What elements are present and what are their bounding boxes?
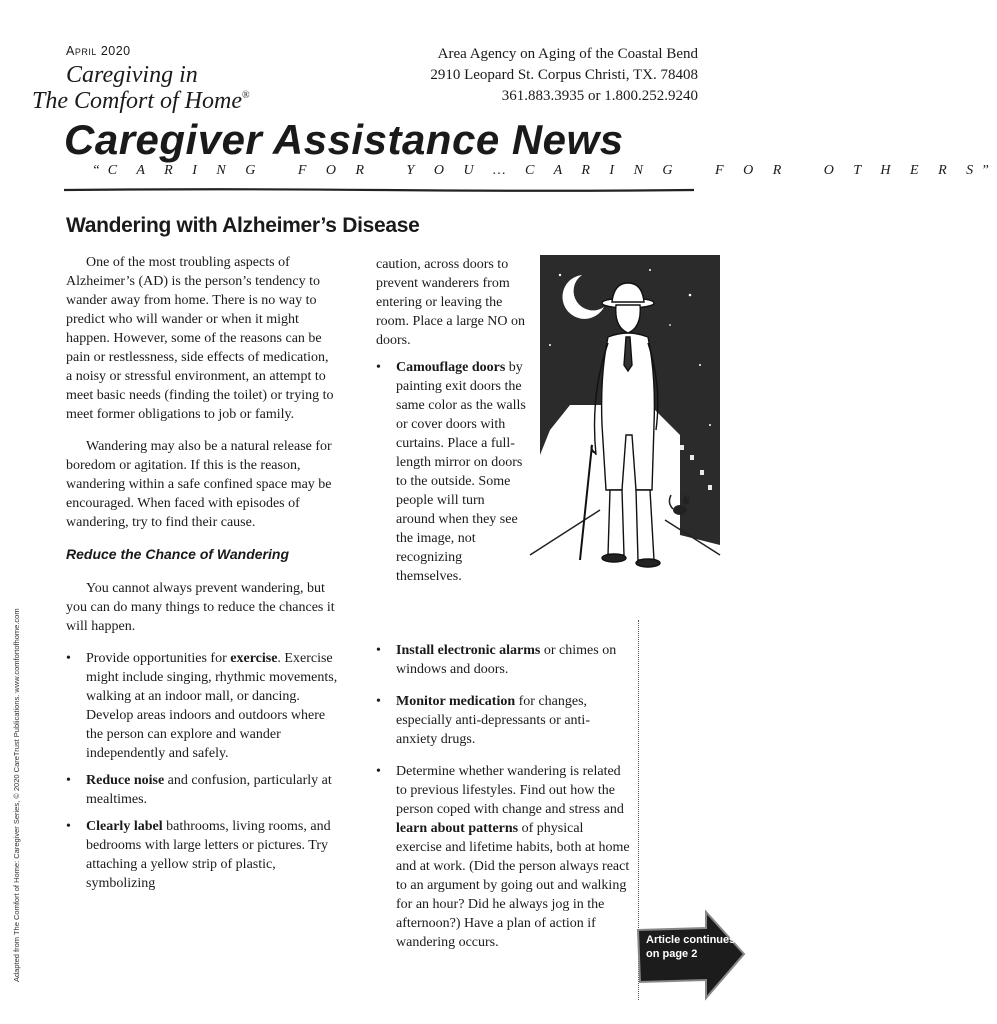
tips-list-left bbox=[66, 649, 338, 893]
article-column-left bbox=[66, 253, 338, 901]
tip-text: by painting exit doors the same color as the walls or cover doors with curtains. Place a full-length mirror on doors to the outside. Some people will turn around when they see the image, not recognizing themselves. bbox=[396, 360, 526, 584]
continue-label bbox=[646, 933, 735, 961]
tip-camouflage bbox=[376, 358, 526, 586]
paragraph-reduce-intro: You cannot always prevent wandering, but you can do many things to reduce the chances it will happen. bbox=[66, 581, 335, 634]
bullet: • bbox=[376, 643, 381, 658]
tip-keyword: Clearly label bbox=[86, 819, 163, 834]
tips-list-right-bottom bbox=[376, 641, 630, 952]
bullet: • bbox=[66, 819, 71, 834]
continue-line-2: on page 2 bbox=[646, 948, 698, 960]
article-column-right-top bbox=[376, 255, 526, 594]
tip-keyword: learn about patterns bbox=[396, 821, 519, 836]
tip-reduce-noise bbox=[66, 771, 338, 809]
publication-credit: Adapted from The Comfort of Home: Caregiver Series, © 2020 CareTrust Publications. www.comfortofhome.com bbox=[12, 608, 21, 982]
tips-list-right-top bbox=[376, 358, 526, 586]
subheading-reduce-wandering: Reduce the Chance of Wandering bbox=[66, 546, 289, 562]
tip-text: of physical exercise and lifetime habits, both at home and at work. (Did the person always react to an argument by going out and walking for an hour? Did he always jog in the afternoon?) Have a plan of action if wandering occurs. bbox=[396, 821, 630, 950]
issue-date: April 2020 bbox=[66, 44, 131, 58]
article-column-right-bottom bbox=[376, 641, 630, 960]
tip-text: for changes, especially anti-depressants or anti-anxiety drugs. bbox=[396, 694, 590, 747]
agency-address: 2910 Leopard St. Corpus Christi, TX. 78408 bbox=[430, 67, 698, 83]
agency-name: Area Agency on Aging of the Coastal Bend bbox=[437, 46, 698, 62]
tip-text: Determine whether wandering is related to previous lifestyles. Find out how the person coped with change and stress and bbox=[396, 764, 624, 817]
brand-line-1: Caregiving in bbox=[66, 62, 198, 88]
tip-exercise bbox=[66, 649, 338, 763]
article-headline: Wandering with Alzheimer’s Disease bbox=[66, 214, 420, 237]
tip-alarms bbox=[376, 641, 630, 679]
agency-info bbox=[430, 44, 698, 107]
tip-text: or chimes on windows and doors. bbox=[396, 643, 617, 677]
bullet: • bbox=[66, 773, 71, 788]
tip-text: bathrooms, living rooms, and bedrooms with large letters or pictures. Try attaching a yellow strip of plastic, symbolizing bbox=[86, 819, 331, 891]
tip-text: and confusion, particularly at mealtimes. bbox=[86, 773, 332, 807]
brush-rule-divider bbox=[64, 188, 694, 192]
bullet: • bbox=[376, 360, 381, 375]
tip-keyword: Camouflage doors bbox=[396, 360, 506, 375]
tip-clearly-label bbox=[66, 817, 338, 893]
newsletter-title: Caregiver Assistance News bbox=[64, 116, 624, 163]
tip-clearly-label-continued: caution, across doors to prevent wanderers from entering or leaving the room. Place a large NO on doors. bbox=[376, 257, 526, 348]
tip-keyword: Install electronic alarms bbox=[396, 643, 541, 658]
tip-text: . Exercise might include singing, rhythmic movements, walking at an indoor mall, or dancing. Develop areas indoors and outdoors where the person can explore and wander independently and safely. bbox=[86, 651, 338, 761]
tip-lifestyle bbox=[376, 762, 630, 952]
newsletter-tagline: “C A R I N G F O R Y O U … C A R I N G F O R O T H E R S” bbox=[92, 163, 997, 178]
tip-keyword: Monitor medication bbox=[396, 694, 516, 709]
bullet: • bbox=[376, 764, 381, 779]
tip-text: Provide opportunities for bbox=[86, 651, 231, 666]
tip-keyword: exercise bbox=[230, 651, 278, 666]
continue-line-1: Article continues bbox=[646, 934, 736, 946]
bullet: • bbox=[66, 651, 71, 666]
tip-keyword: Reduce noise bbox=[86, 773, 165, 788]
wandering-man-illustration bbox=[530, 255, 720, 615]
brand-line-2 bbox=[32, 88, 250, 115]
registered-mark: ® bbox=[242, 90, 250, 101]
agency-phone: 361.883.3935 or 1.800.252.9240 bbox=[501, 88, 698, 104]
brand-line-2-text: The Comfort of Home bbox=[32, 88, 242, 114]
paragraph-intro: One of the most troubling aspects of Alzheimer’s (AD) is the person’s tendency to wander away from home. There is no way to predict who will wander or when it might happen. However, some of the reasons can be pain or restlessness, side effects of medication, a noisy or stressful environment, an attempt to meet basic needs (finding the toilet) or trying to meet former obligations to job or family. bbox=[66, 255, 334, 422]
tip-medication bbox=[376, 692, 630, 749]
bullet: • bbox=[376, 694, 381, 709]
paragraph-release: Wandering may also be a natural release for boredom or agitation. If this is the reason, wandering within a safe confined space may be encouraged. When faced with episodes of wandering, try to find their cause. bbox=[66, 439, 332, 530]
